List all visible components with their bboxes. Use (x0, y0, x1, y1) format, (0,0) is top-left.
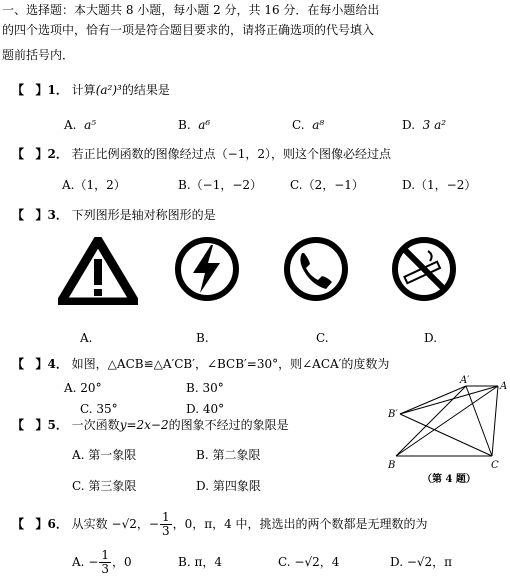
question-4: 【 】4． 如图，△ACB≌△A′CB′，∠BCB′=30°，则∠ACA′的度数为 (12, 357, 390, 371)
question-text: 若正比例函数的图像经过点（−1，2），则这个图像必经过点 (71, 147, 391, 161)
q1-option-d: D. 3 a² (402, 118, 447, 132)
figure-label-a-prime: A′ (460, 375, 470, 386)
intro-line-3: 题前括号内． (2, 48, 75, 62)
q5-option-a: A. 第一象限 (72, 448, 137, 462)
question-text: 如图，△ACB≌△A′CB′，∠BCB′=30°，则∠ACA′的度数为 (71, 357, 390, 371)
q3-option-b: B. (196, 331, 209, 345)
question-5: 【 】5． 一次函数y=2x−2的图象不经过的象限是 (12, 418, 289, 432)
fraction-one-third: $\frac{1}{3}$ (161, 510, 170, 538)
q1-option-b: B. a⁶ (178, 118, 211, 132)
q5-option-c: C. 第三象限 (72, 479, 137, 493)
question-text: 计算 (71, 83, 96, 97)
q4-option-a: A. 20° (64, 381, 102, 395)
fraction-sign: − (148, 517, 159, 531)
answer-bracket-close: 】 (35, 83, 48, 97)
question-number: 3． (47, 208, 68, 222)
intro-line-2: 的四个选项中，恰有一项是符合题目要求的，请将正确选项的代号填入 (2, 23, 375, 37)
number-neg-sqrt2: −√2 (111, 517, 137, 531)
question-6: 【 】6． 从实数 −√2，− $\frac{1}{3}$ ，0，π，4 中，挑选出的两个数都是无理数的为 (12, 510, 428, 538)
question-text-tail: ，0，π，4 中，挑选出的两个数都是无理数的为 (172, 517, 428, 531)
q5-option-d: D. 第四象限 (196, 479, 261, 493)
question-number: 1． (47, 83, 68, 97)
q2-option-b: B.（−1，−2） (178, 178, 263, 192)
figure-label-b: B (388, 460, 396, 471)
q6-option-a: A. − $\frac{1}{3}$ ，0 (72, 548, 132, 576)
warning-triangle-icon (58, 237, 138, 305)
q3-option-c: C. (316, 331, 329, 345)
q6-option-b: B. π，4 (178, 555, 222, 569)
intro-line-1: 一、选择题：本大题共 8 小题，每小题 2 分，共 16 分．在每小题给出 (2, 3, 380, 17)
figure-label-b-prime: B′ (388, 409, 398, 420)
answer-bracket-open: 【 (12, 83, 25, 97)
triangle-figure (388, 372, 508, 492)
figure-caption: （第 4 题） (422, 474, 476, 485)
question-text: 一次函数 (71, 418, 120, 432)
q1-option-a: A. a⁵ (64, 118, 97, 132)
question-expression: y=2x−2 (119, 418, 169, 432)
figure-label-c: C (491, 460, 499, 471)
question-text: 下列图形是轴对称图形的是 (71, 208, 216, 222)
question-1 (12, 82, 170, 98)
q6-option-c: C. −√2，4 (278, 555, 340, 569)
q6-option-d: D. −√2，π (390, 555, 453, 569)
question-text-tail: 的图象不经过的象限是 (168, 418, 289, 432)
question-expression: (a²)³ (95, 83, 122, 97)
question-number: 5． (47, 418, 68, 432)
q4-option-b: B. 30° (186, 381, 224, 395)
figure-label-a: A (500, 381, 508, 392)
q5-option-b: B. 第二象限 (196, 448, 261, 462)
q3-option-a: A. (80, 331, 93, 345)
q4-option-d: D. 40° (186, 402, 225, 416)
q3-option-d: D. (424, 331, 438, 345)
question-number: 4． (47, 357, 68, 371)
q2-option-a: A.（1，2） (62, 178, 126, 192)
telephone-icon (282, 235, 350, 303)
q2-option-d: D.（1，−2） (402, 178, 477, 192)
question-number: 6． (47, 517, 68, 531)
question-text: 从实数 (71, 517, 108, 531)
q1-option-c: C. a⁸ (292, 118, 325, 132)
question-text-tail: 的结果是 (121, 83, 170, 97)
lightning-bolt-icon (173, 235, 241, 303)
question-3: 【 】3． 下列图形是轴对称图形的是 (12, 208, 216, 222)
q4-option-c: C. 35° (80, 402, 118, 416)
question-2: 【 】2． 若正比例函数的图像经过点（−1，2），则这个图像必经过点 (12, 147, 391, 161)
q2-option-c: C.（2，−1） (290, 178, 364, 192)
no-smoking-icon (390, 235, 458, 303)
question-number: 2． (47, 147, 68, 161)
